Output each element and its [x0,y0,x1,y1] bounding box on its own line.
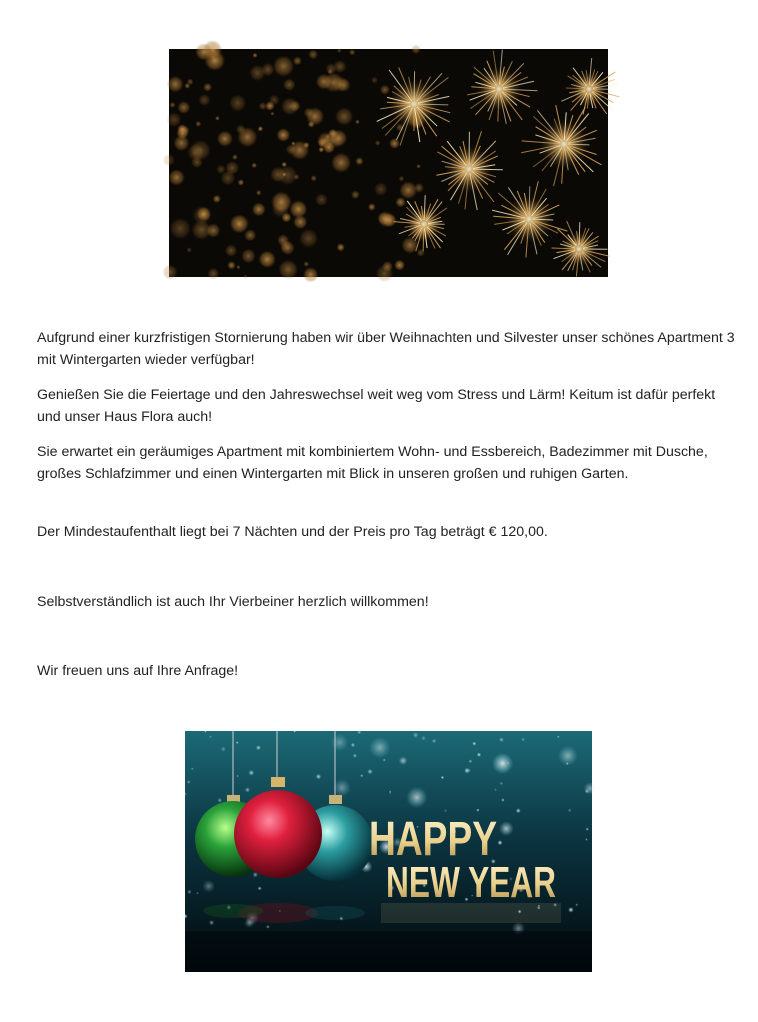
bokeh-light [349,49,355,55]
bokeh-light [163,154,175,166]
sparkle-light [516,808,521,813]
bokeh-light [162,265,177,280]
bokeh-light [282,172,286,176]
happy-new-year-image [185,731,592,972]
bokeh-light [304,261,310,267]
bokeh-light [207,268,219,280]
bokeh-light [167,76,184,93]
bokeh-light [414,183,424,193]
bokeh-light [278,260,298,280]
sparkle-light [389,791,391,793]
bokeh-light [252,163,257,168]
bokeh-light [272,200,290,218]
bokeh-light [249,65,265,81]
sparkle-light [245,787,250,792]
bokeh-light [276,128,290,142]
sparkle-light [360,774,363,777]
bokeh-light [237,127,257,147]
bokeh-light [195,43,212,60]
sparkle-light [584,782,596,794]
sparkle-light [258,887,262,891]
bokeh-light [232,154,238,160]
bokeh-light [259,102,267,110]
red-ornament-icon [234,790,322,878]
sparkle-light [316,774,322,780]
bokeh-light [198,94,210,106]
bokeh-light [394,260,405,271]
bokeh-light [184,83,190,89]
bokeh-light [213,195,221,203]
bokeh-light [195,121,201,127]
bokeh-light [286,144,297,155]
sparkle-light [218,798,223,803]
new-year-text: NEW YEAR [386,858,556,907]
bokeh-light [236,265,240,269]
sparkle-light [183,914,188,919]
bokeh-light [281,97,299,115]
bokeh-light [169,218,191,240]
bokeh-light [306,107,325,126]
bokeh-light [311,175,317,181]
bokeh-light [375,140,381,146]
bokeh-light [351,190,360,199]
bokeh-light [256,190,262,196]
bokeh-light [203,83,212,92]
bokeh-light [169,102,175,108]
sparkle-light [221,746,226,751]
sparkle-light [248,770,254,776]
bokeh-light [167,112,182,127]
bokeh-light [197,207,212,222]
sparkle-light [492,753,513,774]
bokeh-light [382,261,393,272]
bokeh-light [230,214,249,233]
happy-text: HAPPY [369,813,497,866]
sparkle-light [399,756,408,765]
sparkle-light [357,730,361,734]
bokeh-light [323,72,343,92]
bokeh-light [187,144,205,162]
happy-new-year-icon [185,731,592,972]
sparkle-light [236,741,239,744]
sparkle-light [476,809,479,812]
bokeh-light [399,176,405,182]
bokeh-light [355,157,363,165]
sparkle-light [353,754,357,758]
sparkle-light [566,762,569,765]
bokeh-light [244,229,256,241]
bokeh-light [324,130,343,149]
bokeh-light [168,169,185,186]
bokeh-light [416,164,421,169]
bokeh-light [206,223,220,237]
sparkle-light [469,759,473,763]
paragraph-closing: Wir freuen uns auf Ihre Anfrage! [37,663,239,679]
sparkle-light [521,738,525,742]
bokeh-light [331,153,351,173]
paragraph-holidays: Genießen Sie die Feiertage und den Jahreswechsel weit weg vom Stress und Lärm! Keitum ist dafür perfekt und unser Haus Flora auch! [37,387,716,425]
bokeh-light [283,78,296,91]
bokeh-light [374,182,388,196]
sparkle-light [369,737,390,758]
bokeh-light [215,116,220,121]
sparkle-light [187,890,192,895]
bokeh-light [220,171,235,186]
sparkle-light [494,788,497,791]
sparkle-light [266,925,270,929]
sparkle-light [209,920,214,925]
sparkle-light [499,737,504,742]
bokeh-light [355,120,360,125]
bokeh-light [270,112,274,116]
sparkle-light [237,775,239,777]
bokeh-light [278,165,298,185]
sparkle-light [204,730,207,733]
bokeh-light [368,203,376,211]
bokeh-light [371,77,378,84]
bokeh-light [273,55,295,77]
bokeh-light [299,229,318,248]
sparkle-light [293,730,296,733]
bokeh-light [238,179,244,185]
sparkle-light [557,735,560,738]
sparkle-light [575,903,578,906]
sparkle-light [499,821,514,836]
bokeh-light [241,249,256,264]
bokeh-light [303,267,318,282]
sparkle-light [406,787,427,808]
sparkle-light [333,779,351,797]
bokeh-light [337,243,345,251]
sparkle-light [413,732,419,738]
bokeh-light [280,240,292,252]
sparkle-light [184,792,187,795]
sparkle-light [469,769,471,771]
bokeh-light [380,85,390,95]
bokeh-light [395,197,405,207]
bokeh-light [378,211,394,227]
bokeh-light [293,56,302,65]
fireworks-icon [169,49,608,277]
sparkle-light [568,907,574,913]
paragraph-cancellation: Aufgrund einer kurzfristigen Stornierung haben wir über Weihnachten und Silvester unser schönes Apartment 3 mit Wintergarten wieder verfügbar! [37,330,735,368]
sparkle-light [383,758,386,761]
paragraph-apartment-description: Sie erwartet ein geräumiges Apartment mit kombiniertem Wohn- und Essbereich, Badezimmer mit Dusche, großes Schlafzimmer und einen Wintergarten mit Blick in unseren großen und ruhigen Garten. [37,444,708,482]
sparkle-light [472,742,476,746]
sparkle-light [202,880,215,893]
sparkle-light [585,838,588,841]
sparkle-light [568,808,572,812]
sparkle-light [331,734,348,751]
sparkle-light [477,753,481,757]
fireworks-image [169,49,608,277]
sparkle-light [196,892,199,895]
bokeh-light [252,202,266,216]
sparkle-light [501,798,504,801]
bokeh-light [293,215,307,229]
sparkle-light [187,780,191,784]
bokeh-light [258,251,276,269]
bokeh-light [335,107,353,125]
bokeh-light [244,275,248,279]
sparkle-light [444,809,447,812]
bokeh-light [308,50,318,60]
bokeh-light [177,124,187,134]
sparkle-light [500,782,504,786]
bokeh-light [227,261,235,269]
sparkle-light [441,776,444,779]
bokeh-light [389,138,400,149]
sparkle-light [498,840,503,845]
sparkle-light [351,743,355,747]
sparkle-light [432,739,437,744]
sparkle-light [191,767,194,770]
bokeh-light [217,131,233,147]
sparkle-light [256,745,261,750]
bokeh-light [186,247,191,252]
sparkle-light [209,735,212,738]
bokeh-light [411,45,421,55]
bokeh-light [337,49,341,53]
paragraph-pets: Selbstverständlich ist auch Ihr Vierbeiner herzlich willkommen! [37,594,429,610]
sparkle-light [367,769,372,774]
bokeh-light [253,53,258,58]
bokeh-light [177,101,190,114]
bokeh-light [225,244,237,256]
bokeh-light [229,94,246,111]
sparkle-light [586,828,589,831]
sparkle-light [421,736,426,741]
bokeh-light [258,126,263,131]
bokeh-light [315,193,328,206]
paragraph-price: Der Mindestaufenthalt liegt bei 7 Nächten und der Preis pro Tag beträgt € 120,00. [37,524,548,540]
